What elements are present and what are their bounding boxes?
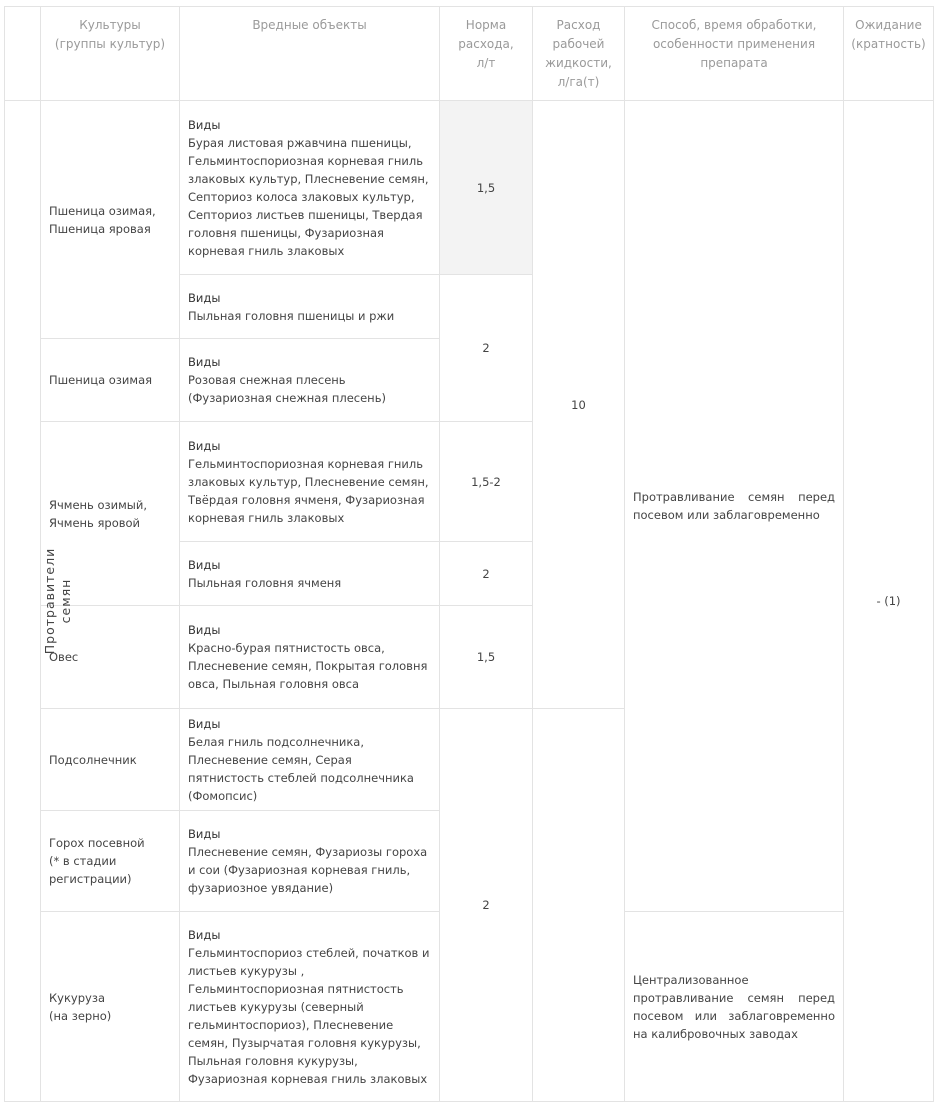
category-label: Протравители семян: [42, 547, 74, 654]
pest-list: Плесневение семян, Фузариозы гороха и сои (Фузариозная корневая гниль, фузариозное увядание): [188, 845, 428, 895]
pest-cell: [180, 339, 440, 422]
header-empty: [5, 7, 41, 101]
header-norm: Норма расхода, л/т: [440, 7, 533, 101]
pest-cell: [180, 811, 440, 912]
pest-cell: [180, 422, 440, 542]
pest-list: Пыльная головня пшеницы и ржи: [188, 308, 395, 323]
pest-cell: [180, 709, 440, 811]
pest-species-label: Виды: [188, 557, 221, 572]
crop-cell: Овес: [41, 606, 180, 709]
regulation-table: [4, 6, 934, 1102]
header-crops: Культуры (группы культур): [41, 7, 180, 101]
header-method: Способ, время обработки, особенности применения препарата: [625, 7, 844, 101]
crop-cell: Кукуруза (на зерно): [41, 912, 180, 1102]
dose-cell: 2: [440, 709, 533, 1102]
header-liquid: Расход рабочей жидкости, л/га(т): [533, 7, 625, 101]
pest-cell: [180, 606, 440, 709]
pest-species-label: Виды: [188, 290, 221, 305]
table-row: [5, 101, 934, 275]
crop-cell: Ячмень озимый, Ячмень яровой: [41, 422, 180, 606]
pest-species-label: Виды: [188, 827, 221, 841]
pest-species-label: Виды: [188, 716, 221, 731]
pest-species-label: Виды: [188, 927, 221, 942]
pest-species-label: Виды: [188, 438, 221, 453]
pest-species-label: Виды: [188, 355, 221, 369]
header-waiting: Ожидание (кратность): [844, 7, 934, 101]
pest-list: Гельминтоспориоз стеблей, початков и листьев кукурузы , Гельминтоспориозная пятнистость листьев кукурузы (северный гельминтоспориоз), Плесневение семян, Пузырчатая головня кукурузы, Пыльная головня кукурузы, Фузариозная корневая гниль злаковых: [188, 945, 430, 1086]
crop-cell: Подсолнечник: [41, 709, 180, 811]
pest-species-label: Виды: [188, 117, 221, 132]
pest-list: Розовая снежная плесень (Фузариозная снежная плесень): [188, 373, 386, 405]
liquid-rate-cell: 10: [533, 101, 625, 709]
method-cell: Протравливание семян перед посевом или заблаговременно: [625, 101, 844, 912]
dose-cell: 2: [440, 542, 533, 606]
dose-cell: 1,5-2: [440, 422, 533, 542]
dose-cell: 1,5: [440, 606, 533, 709]
header-row: [5, 7, 934, 101]
dose-cell: 1,5: [440, 101, 533, 275]
dose-cell: 2: [440, 275, 533, 422]
pest-cell: [180, 101, 440, 275]
header-pests: Вредные объекты: [180, 7, 440, 101]
pest-list: Пыльная головня ячменя: [188, 575, 342, 590]
waiting-cell: - (1): [844, 101, 934, 1102]
method-cell: Централизованное протравливание семян перед посевом или заблаговременно на калибровочных заводах: [625, 912, 844, 1102]
pest-list: Красно-бурая пятнистость овса, Плесневение семян, Покрытая головня овса, Пыльная головня овса: [188, 641, 428, 691]
pest-cell: [180, 275, 440, 339]
crop-cell: Горох посевной (* в стадии регистрации): [41, 811, 180, 912]
pest-species-label: Виды: [188, 623, 221, 637]
liquid-rate-cell-empty: [533, 709, 625, 1102]
crop-cell: Пшеница озимая: [41, 339, 180, 422]
pest-list: Белая гниль подсолнечника, Плесневение семян, Серая пятнистость стеблей подсолнечника (Фомопсис): [188, 734, 414, 803]
pest-list: Бурая листовая ржавчина пшеницы, Гельминтоспориозная корневая гниль злаковых культур, Плесневение семян, Септориоз колоса злаковых культур, Септориоз листьев пшеницы, Твердая головня пшеницы, Фузариозная корневая гниль злаковых: [188, 135, 429, 258]
pest-list: Гельминтоспориозная корневая гниль злаковых культур, Плесневение семян, Твёрдая головня ячменя, Фузариозная корневая гниль злаковых: [188, 456, 429, 525]
crop-cell: Пшеница озимая, Пшеница яровая: [41, 101, 180, 339]
pest-cell: [180, 542, 440, 606]
pest-cell: [180, 912, 440, 1102]
